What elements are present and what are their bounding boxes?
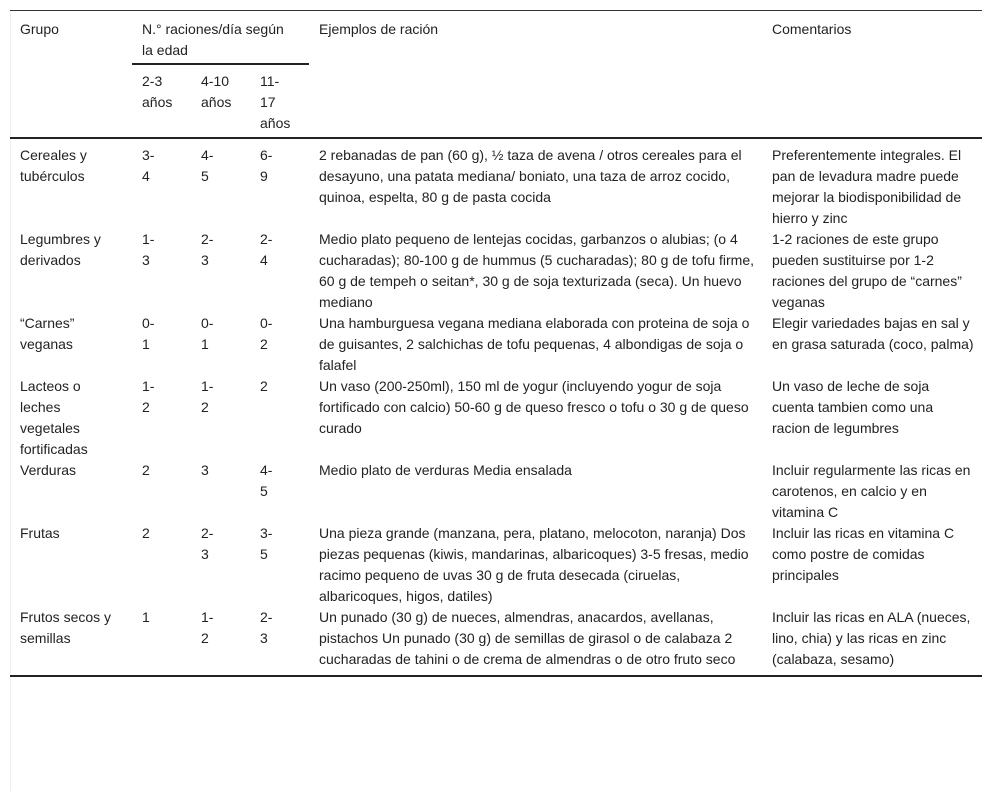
header-ejemplos: Ejemplos de ración — [319, 21, 439, 37]
cell-raciones: 1 — [142, 609, 150, 625]
cell-raciones: 3- 4 — [142, 147, 155, 184]
table-row — [10, 607, 982, 676]
cell-raciones: 3 — [201, 462, 209, 478]
header-age-2-3: 2-3 años — [142, 73, 173, 110]
cell-raciones: 2- 4 — [260, 231, 273, 268]
header-age-11-17: 11-17 años — [260, 73, 291, 131]
cell-raciones: 1- 2 — [201, 378, 214, 415]
cell-raciones: 0- 1 — [142, 315, 155, 352]
cell-ejemplos: Un punado (30 g) de nueces, almendras, anacardos, avellanas, pistachos Un punado (30 g) de semillas de girasol o de calabaza 2 cucharadas de tahini o de crema de almendras o de otro fruto seco — [319, 609, 736, 667]
table-body — [10, 138, 982, 676]
cell-raciones: 2 — [142, 462, 150, 478]
cell-raciones: 1- 3 — [142, 231, 155, 268]
table-header — [10, 11, 982, 139]
cell-grupo: Lacteos o leches vegetales fortificadas — [20, 378, 88, 457]
cell-grupo: Verduras — [20, 462, 77, 478]
cell-comentarios: Un vaso de leche de soja cuenta tambien como una racion de legumbres — [772, 378, 934, 436]
cell-raciones: 2- 3 — [201, 525, 214, 562]
cell-grupo: Frutos secos y semillas — [20, 609, 112, 646]
cell-raciones: 2- 3 — [201, 231, 214, 268]
cell-ejemplos: 2 rebanadas de pan (60 g), ½ taza de avena / otros cereales para el desayuno, una patata mediana/ boniato, una taza de arroz cocido, quinoa, espelta, 80 g de pasta cocida — [319, 147, 742, 205]
cell-ejemplos: Medio plato pequeno de lentejas cocidas, garbanzos o alubias; (o 4 cucharadas); 80-100 g de hummus (5 cucharadas); 80 g de tofu firme, 60 g de tempeh o seitan*, 30 g de soja texturizada (seca). Un huevo mediano — [319, 231, 755, 310]
table-row — [10, 229, 982, 313]
table-row — [10, 460, 982, 523]
cell-raciones: 0- 2 — [260, 315, 273, 352]
cell-raciones: 1- 2 — [201, 609, 214, 646]
cell-raciones: 2- 3 — [260, 609, 273, 646]
table-row — [10, 138, 982, 229]
cell-raciones: 2 — [260, 378, 268, 394]
table-row — [10, 376, 982, 460]
cell-comentarios: Incluir las ricas en vitamina C como postre de comidas principales — [772, 525, 955, 583]
cell-grupo: “Carnes” veganas — [20, 315, 75, 352]
cell-comentarios: Preferentemente integrales. El pan de levadura madre puede mejorar la biodisponibilidad de hierro y zinc — [772, 147, 962, 226]
cell-comentarios: Incluir regularmente las ricas en carotenos, en calcio y en vitamina C — [772, 462, 971, 520]
cell-comentarios: 1-2 raciones de este grupo pueden sustituirse por 1-2 raciones del grupo de “carnes” veganas — [772, 231, 962, 310]
cell-ejemplos: Una hamburguesa vegana mediana elaborada con proteina de soja o de guisantes, 2 salchichas de tofu pequenas, 4 albondigas de soja o falafel — [319, 315, 750, 373]
cell-raciones: 0- 1 — [201, 315, 214, 352]
cell-grupo: Cereales y tubérculos — [20, 147, 87, 184]
header-raciones: N.° raciones/día según la edad — [132, 11, 309, 65]
cell-raciones: 6- 9 — [260, 147, 273, 184]
header-age-4-10: 4-10 años — [201, 73, 232, 110]
cell-grupo: Legumbres y derivados — [20, 231, 101, 268]
cell-ejemplos: Un vaso (200-250ml), 150 ml de yogur (incluyendo yogur de soja fortificado con calcio) 50-60 g de queso fresco o tofu o 30 g de queso curado — [319, 378, 749, 436]
cell-comentarios: Incluir las ricas en ALA (nueces, lino, chia) y las ricas en zinc (calabaza, sesamo) — [772, 609, 971, 667]
header-comentarios: Comentarios — [772, 21, 852, 37]
cell-raciones: 3- 5 — [260, 525, 273, 562]
cell-grupo: Frutas — [20, 525, 60, 541]
table-row — [10, 523, 982, 607]
cell-raciones: 4- 5 — [201, 147, 214, 184]
cell-raciones: 1- 2 — [142, 378, 155, 415]
header-grupo: Grupo — [20, 21, 59, 37]
cell-raciones: 2 — [142, 525, 150, 541]
cell-ejemplos: Una pieza grande (manzana, pera, platano, melocoton, naranja) Dos piezas pequenas (kiwis, mandarinas, albaricoques) 3-5 fresas, medio racimo pequeno de uvas 30 g de fruta desecada (ciruelas, albaricoques, higos, datiles) — [319, 525, 749, 604]
cell-ejemplos: Medio plato de verduras Media ensalada — [319, 462, 572, 478]
cell-raciones: 4- 5 — [260, 462, 273, 499]
cell-comentarios: Elegir variedades bajas en sal y en grasa saturada (coco, palma) — [772, 315, 974, 352]
table-row — [10, 313, 982, 376]
rations-table — [10, 10, 982, 677]
